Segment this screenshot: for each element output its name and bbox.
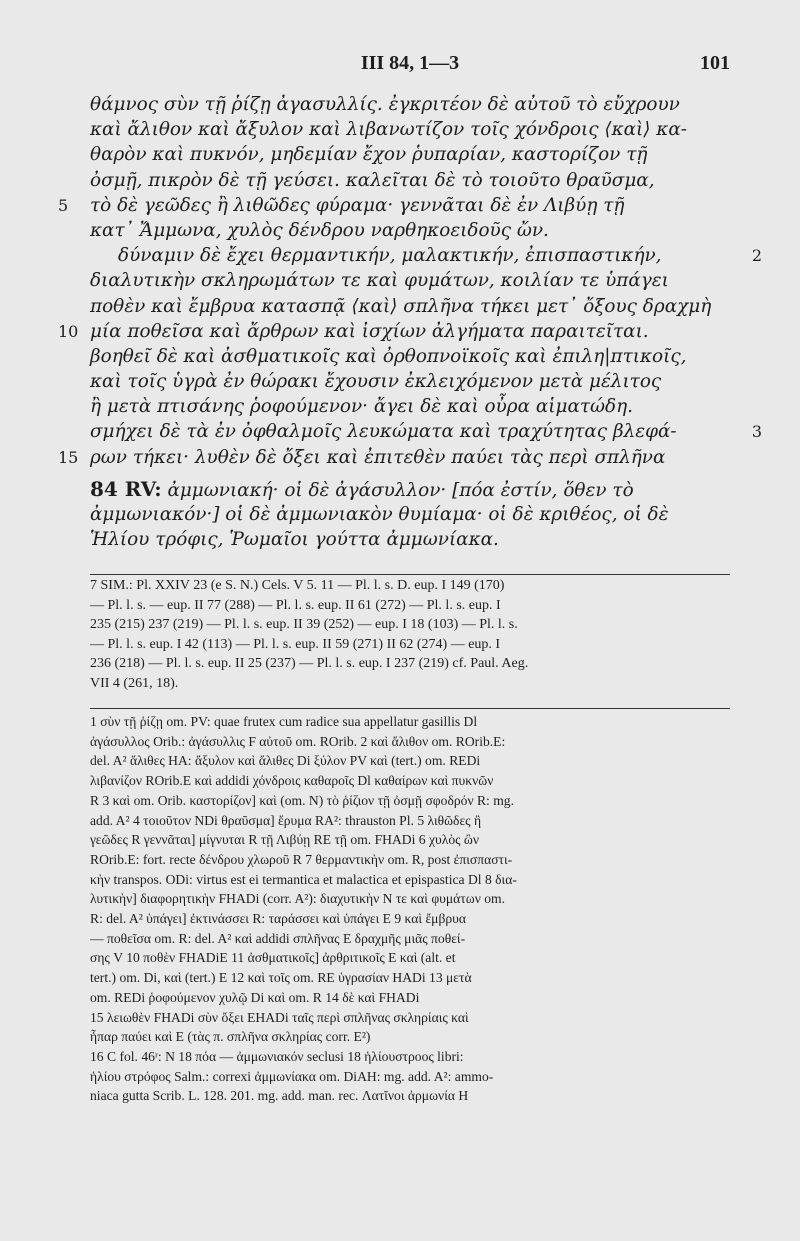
chapter-line [90,527,730,552]
margin-section-number: 3 [751,422,762,442]
apparatus-divider [90,708,730,709]
line-text: θαρὸν καὶ πυκνόν, μηδεμίαν ἔχον ῥυπαρίαν, καστορίζον τῇ [90,144,648,166]
apparatus-line: — Pl. l. s. — eup. II 77 (288) — Pl. l. s. eup. II 61 (272) — Pl. l. s. eup. I [90,597,501,613]
apparatus-line: — ποθεῖσα om. R: del. A² καὶ addidi σπλῆνας E δραχμῆς μιᾶς ποθεί- [90,930,466,946]
text-line [90,168,730,193]
apparatus-line: 235 (215) 237 (219) — Pl. l. s. eup. II 39 (252) — eup. I 18 (103) — Pl. l. s. [90,617,518,632]
line-text: ἢ μετὰ πτισάνης ῥοφούμενον· ἄγει δὲ καὶ οὖρα αἱματώδη. [90,396,633,418]
apparatus-line: γεῶδες R γεννᾶται] μίγνυται R τῇ Λιβύῃ RE τῇ om. FHADi 6 χυλὸς ὢν [90,832,479,848]
apparatus-line: add. A² 4 τοιοῦτον NDi θραῦσμα] ἔρυμα RA²: thrauston Pl. 5 λιθῶδες ἢ [90,812,482,828]
line-text: καὶ ἄλιθον καὶ ἄξυλον καὶ λιβανωτίζον τοῖς χόνδροις ⟨καὶ⟩ κα- [90,119,687,141]
apparatus-line: 236 (218) — Pl. l. s. eup. II 25 (237) — Pl. l. s. eup. I 237 (219) cf. Paul. Aeg. [90,656,529,671]
line-text: διαλυτικὴν σκληρωμάτων τε καὶ φυμάτων, κοιλίαν τε ὑπάγει [90,270,669,292]
text-line [90,419,762,444]
chapter-synonyms: ἀμμωνιακή· οἱ δὲ ἀγάσυλλον· [πόα ἐστίν, ὅθεν τὸ [161,479,634,501]
running-head-reference: III 84, 1—3 [360,52,460,74]
critical-apparatus [90,712,730,1106]
chapter-heading-line [90,477,730,502]
text-line [90,294,730,319]
line-text: κατ᾽ Ἄμμωνα, χυλὸς δένδρου ναρθηκοειδοῦς ὤν. [90,219,549,241]
text-line [58,319,730,344]
apparatus-line: R: del. A² ὑπάγει] ἐκτινάσσει R: ταράσσει καὶ ὑπάγει E 9 καὶ ἔμβρυα [90,911,467,927]
apparatus-line: ἧπαρ παύει καὶ E (τὰς π. σπλῆνα σκληρίας corr. E²) [90,1029,371,1045]
text-line [58,193,730,218]
chapter-label: 84 RV: [90,476,162,501]
line-text: μία ποθεῖσα καὶ ἄρθρων καὶ ἰσχίων ἀλγήματα παραιτεῖται. [90,320,649,342]
chapter-line [90,502,730,527]
apparatus-line: R 3 καὶ om. Orib. καστορίζον] καὶ (om. N) τὸ ῥίζιον τῇ ὀσμῇ σφοδρόν R: mg. [90,792,514,808]
apparatus-line: ἀγάσυλλος Orib.: ἀγάσυλλις F αὐτοῦ om. ROrib. 2 καὶ ἄλιθον om. ROrib.E: [90,733,506,749]
line-text: ἀμμωνιακόν·] οἱ δὲ ἀμμωνιακὸν θυμίαμα· οἱ δὲ κριθέος, οἱ δὲ [90,504,669,525]
text-line [90,344,730,369]
apparatus-line: σης V 10 ποθὲν FHADiE 11 ἀσθματικοῖς] ἀρθριτικοῖς E καὶ (alt. et [90,950,456,966]
apparatus-line: λυτικὴν] διαφορητικὴν FHADi (corr. A²): διαχυτικὴν N τε καὶ φυμάτων om. [90,891,506,907]
apparatus-line: VII 4 (261, 18). [90,675,179,691]
apparatus-divider [90,574,730,575]
line-text: καὶ τοῖς ὑγρὰ ἐν θώρακι ἔχουσιν ἐκλειχόμενον μετὰ μέλιτος [90,371,662,393]
line-text: σμήχει δὲ τὰ ἐν ὀφθαλμοῖς λευκώματα καὶ τραχύτητας βλεφά- [90,421,677,443]
apparatus-line: tert.) om. Di, καὶ (tert.) E 12 καὶ τοῖς om. RE ὑγρασίαν HADi 13 μετὰ [90,970,472,986]
line-text: ποθὲν καὶ ἔμβρυα κατασπᾷ ⟨καὶ⟩ σπλῆνα τήκει μετ᾽ ὄξους δραχμὴ [90,295,712,317]
line-text: ρων τήκει· λυθὲν δὲ ὄξει καὶ ἐπιτεθὲν παύει τὰς περὶ σπλῆνα [90,446,666,468]
apparatus-line: ἡλίου στρόφος Salm.: correxi ἀμμωνίακα om. DiAH: mg. add. A²: ammo- [90,1068,494,1084]
main-text [58,92,762,552]
text-line [90,142,730,167]
text-line [90,92,730,117]
text-line [90,394,730,419]
text-line [90,369,730,394]
apparatus-line: κὴν transpos. ODi: virtus est ei termantica et malactica et epispastica Dl 8 δια- [90,871,517,887]
line-text: βοηθεῖ δὲ καὶ ἀσθματικοῖς καὶ ὀρθοπνοϊκοῖς καὶ ἐπιλη|πτικοῖς, [90,345,687,367]
apparatus-line: niaca gutta Scrib. L. 128. 201. mg. add. man. rec. Λατῖνοι ἀρμωνία H [90,1088,469,1104]
page-number: 101 [700,52,730,74]
line-number: 15 [58,447,79,467]
margin-section-number: 2 [751,246,762,266]
line-text: Ἡλίου τρόφις, Ῥωμαῖοι γούττα ἀμμωνίακα. [90,529,499,551]
text-line [58,445,730,470]
line-text: δύναμιν δὲ ἔχει θερμαντικήν, μαλακτικήν, ἐπισπαστικήν, [118,245,662,267]
line-text: τὸ δὲ γεῶδες ἢ λιθῶδες φύραμα· γεννᾶται δὲ ἐν Λιβύῃ τῇ [90,194,625,216]
apparatus-line: 16 C fol. 46ʳ: N 18 πόα — ἀμμωνιακόν seclusi 18 ἡλίουστροος libri: [90,1048,464,1064]
apparatus-line: — Pl. l. s. eup. I 42 (113) — Pl. l. s. eup. II 59 (271) II 62 (274) — eup. I [90,636,501,652]
line-text: ὀσμῇ, πικρὸν δὲ τῇ γεύσει. καλεῖται δὲ τὸ τοιοῦτο θραῦσμα, [90,169,655,191]
apparatus-line: 7 SIM.: Pl. XXIV 23 (e S. N.) Cels. V 5. 11 — Pl. l. s. D. eup. I 149 (170) [90,578,505,593]
line-number: 5 [58,195,69,215]
text-line [90,243,762,268]
text-line [90,117,730,142]
apparatus-line: λιβανίζον ROrib.E καὶ addidi χόνδροις καθαροῖς Dl καθαίρων καὶ πυκνῶν [90,773,494,789]
text-line [90,218,730,243]
line-number: 10 [58,321,79,341]
apparatus-line: 15 λειωθὲν FHADi σὺν ὄξει EHADi ταῖς περὶ σπλῆνας σκληρίαις καὶ [90,1009,469,1025]
apparatus-line: del. A² ἄλιθες HA: ἄξυλον καὶ ἄλιθες Di ξύλον PV καὶ (tert.) om. REDi [90,753,481,769]
apparatus-line: ROrib.E: fort. recte δένδρου χλωροῦ R 7 θερμαντικὴν om. R, post ἐπισπαστι- [90,851,513,867]
line-text: θάμνος σὺν τῇ ῥίζῃ ἀγασυλλίς. ἐγκριτέον δὲ αὐτοῦ τὸ εὔχρουν [90,94,680,115]
similia-apparatus [90,576,730,693]
apparatus-line: 1 σὺν τῇ ῥίζῃ om. PV: quae frutex cum radice sua appellatur gasillis Dl [90,714,478,729]
text-line [90,268,730,293]
apparatus-line: om. REDi ῥοφούμενον χυλῷ Di καὶ om. R 14 δὲ καὶ FHADi [90,989,420,1005]
